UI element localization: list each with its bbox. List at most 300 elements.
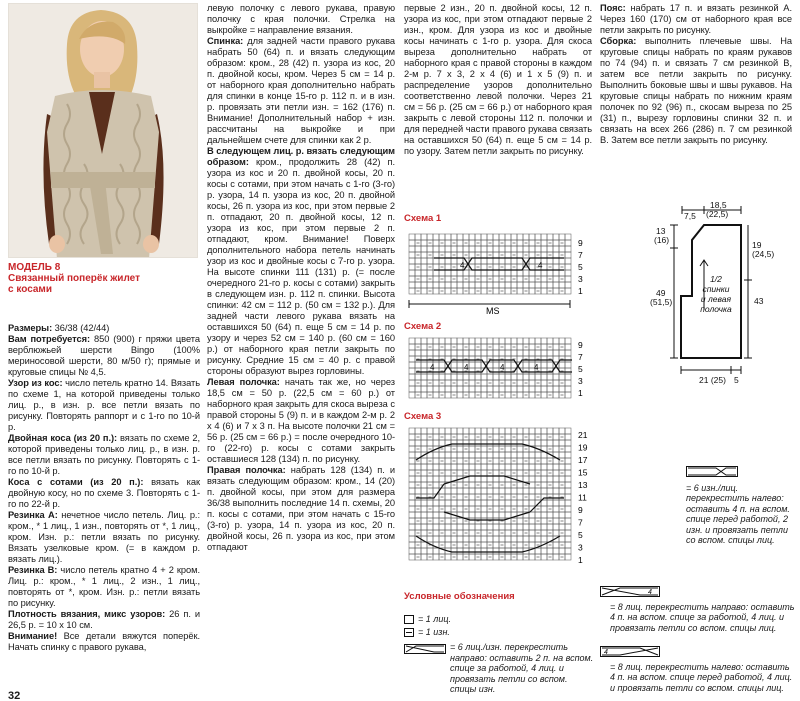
chart-grid-cell <box>409 356 415 362</box>
chart-grid-cell <box>523 500 529 506</box>
chart-grid-cell <box>523 452 529 458</box>
row-number: 5 <box>578 530 583 540</box>
chart-grid-cell <box>493 524 499 530</box>
chart-grid-cell <box>457 548 463 554</box>
chart-grid-cell <box>505 548 511 554</box>
chart-grid-cell <box>463 270 469 276</box>
chart-grid-cell <box>499 536 505 542</box>
chart-grid-cell <box>493 350 499 356</box>
chart-grid-cell <box>427 270 433 276</box>
chart-grid-cell <box>541 392 547 398</box>
chart-grid-cell <box>535 500 541 506</box>
dim-left-1b: (16) <box>654 235 670 245</box>
chart-grid-cell <box>427 350 433 356</box>
paragraph-heading: Коса с сотами (из 20 п.): <box>8 477 152 487</box>
chart-grid-cell <box>433 374 439 380</box>
chart-grid-cell <box>523 282 529 288</box>
chart-grid-cell <box>463 282 469 288</box>
chart-grid-cell <box>457 464 463 470</box>
legend-c6l <box>686 466 796 546</box>
chart-grid-cell <box>493 368 499 374</box>
chart-grid-cell <box>505 524 511 530</box>
chart-grid-cell <box>541 506 547 512</box>
row-number: 1 <box>578 555 583 565</box>
chart-grid-cell <box>409 374 415 380</box>
chart-grid-cell <box>469 288 475 294</box>
chart-grid-cell <box>499 350 505 356</box>
chart-grid-cell <box>427 440 433 446</box>
chart-grid-cell <box>415 246 421 252</box>
chart-grid-cell <box>511 452 517 458</box>
paragraph-body: для задней части правого рукава набрать 50 (64) п. и вязать следующим образом: кром., 28 (42) п. узора из кос, 20 п. двойной косы, кром. Через 5 см = 14 р. от наборного края дополнительно набрать для спинки в конце 15-го р. 112 п. и в изн. р. провязать эти петли изн. = 162 (176) п. Внимание! Дополнительный набор + изн. рассчитаны на выкройке и при дальнейшем счете для спинки как 2 р. <box>207 36 395 145</box>
chart-grid-cell <box>439 524 445 530</box>
chart-grid-cell <box>481 258 487 264</box>
chart-grid-cell <box>517 288 523 294</box>
chart-grid-cell <box>529 234 535 240</box>
chart-grid-cell <box>535 440 541 446</box>
chart-grid-cell <box>529 276 535 282</box>
chart-grid-cell <box>475 234 481 240</box>
chart-grid-cell <box>505 338 511 344</box>
chart-grid-cell <box>439 536 445 542</box>
chart-grid-cell <box>421 506 427 512</box>
chart-grid-cell <box>511 350 517 356</box>
chart-grid-cell <box>505 276 511 282</box>
schema-2-chart <box>404 334 594 404</box>
chart-grid-cell <box>445 234 451 240</box>
chart-grid-cell <box>535 386 541 392</box>
chart-grid-cell <box>409 368 415 374</box>
chart-grid-cell <box>565 524 571 530</box>
chart-grid-cell <box>439 440 445 446</box>
chart-grid-cell <box>547 500 553 506</box>
chart-grid-cell <box>541 350 547 356</box>
svg-text:4: 4 <box>604 649 608 656</box>
chart-grid-cell <box>541 476 547 482</box>
chart-grid-cell <box>541 374 547 380</box>
chart-grid-cell <box>565 512 571 518</box>
chart-grid-cell <box>481 252 487 258</box>
chart-grid-cell <box>523 386 529 392</box>
chart-grid-cell <box>499 524 505 530</box>
legend-p1 <box>404 627 594 638</box>
dim-top-b: 18,5 <box>710 200 727 210</box>
chart-grid-cell <box>559 350 565 356</box>
chart-grid-cell <box>481 476 487 482</box>
chart-grid-cell <box>421 470 427 476</box>
chart-grid-cell <box>547 512 553 518</box>
chart-grid-cell <box>433 512 439 518</box>
chart-grid-cell <box>421 264 427 270</box>
chart-grid-cell <box>481 240 487 246</box>
chart-grid-cell <box>511 234 517 240</box>
chart-grid-cell <box>505 494 511 500</box>
chart-grid-cell <box>541 386 547 392</box>
chart-grid-cell <box>421 524 427 530</box>
chart-grid-cell <box>457 488 463 494</box>
chart-grid-cell <box>529 494 535 500</box>
chart-grid-cell <box>475 488 481 494</box>
paragraph-body: кром., продолжить 28 (42) п. узора из кос и 20 п. двойной косы, 20 п. косы с сотами, при этом начать с 1-го (3-го) р. узора, 14 п. узора из кос, 20 п. двойной косы, 26 п. узора из кос, при этом первые 2 п. отпадают, 20 п. двойной косы, 12 п. узора из кос, при этом первые 2 п. отпадают, кром. Внимание! Поверх дополнительного набора петель начинать узор из кос и двойные косы с 7-го р. узора. На высоте спинки 111 (131) р. (= после очередного 21-го р. косы с сотами) закрыть в следующем изн. р. 112 п. спинки. Высота спинки: 42 см = 112 р. (50 см = 132 р.). Для задней части левого рукава вязать на оставшихся 50 (64) п. еще 5 см = 14 р. по узору и через 52 см = 140 р. (60 см = 160 р.) от наборного края петли закрыть по рисунку. Средние 15 см = 40 р. с правой стороны образуют вырез горловины. <box>207 157 396 376</box>
chart-grid-cell <box>475 524 481 530</box>
chart-grid-cell <box>493 482 499 488</box>
paragraph-body: набрать 128 (134) п. и вязать следующим образом: кром., 14 (20) п. двойной косы, при этом для размера 36/38 выполнить последние 14 п. схемы, 20 п. косы с сотами, при этом начать с 15-го (3-го) р. узора, 14 п. узора из кос, 20 п. двойной косы, 26 п. узора из кос, при этом отпадают <box>207 465 395 552</box>
legend-p1-text: = 1 изн. <box>418 627 450 638</box>
chart-grid-cell <box>409 506 415 512</box>
chart-grid-cell <box>541 440 547 446</box>
row-number: 19 <box>578 442 588 453</box>
pattern-label-2: спинки <box>702 284 730 294</box>
chart-grid-cell <box>517 246 523 252</box>
chart-grid-cell <box>469 506 475 512</box>
chart-grid-cell <box>541 494 547 500</box>
chart-grid-cell <box>445 554 451 560</box>
c8r-symbol-icon <box>600 586 660 598</box>
chart-grid-cell <box>499 258 505 264</box>
chart-grid-cell <box>493 446 499 452</box>
chart-grid-cell <box>511 428 517 434</box>
schema-1-cross-b: 4 <box>538 261 543 270</box>
chart-grid-cell <box>559 500 565 506</box>
chart-grid-cell <box>529 554 535 560</box>
row-number: 5 <box>578 364 583 374</box>
chart-grid-cell <box>409 488 415 494</box>
chart-grid-cell <box>565 338 571 344</box>
chart-grid-cell <box>565 464 571 470</box>
chart-grid-cell <box>553 288 559 294</box>
chart-grid-cell <box>433 270 439 276</box>
chart-grid-cell <box>553 476 559 482</box>
chart-grid-cell <box>481 338 487 344</box>
chart-grid-cell <box>493 356 499 362</box>
chart-grid-cell <box>499 270 505 276</box>
row-number: 7 <box>578 517 583 528</box>
model-subtitle-2: с косами <box>8 284 52 295</box>
paragraph-heading: Левая полочка: <box>207 377 285 387</box>
chart-grid-cell <box>517 428 523 434</box>
chart-grid-cell <box>439 500 445 506</box>
chart-grid-cell <box>487 452 493 458</box>
col1-paragraph <box>8 477 200 510</box>
chart-grid-cell <box>493 380 499 386</box>
chart-grid-cell <box>445 446 451 452</box>
chart-grid-cell <box>457 386 463 392</box>
col1-paragraph <box>8 565 200 609</box>
chart-grid-cell <box>565 252 571 258</box>
chart-grid-cell <box>517 446 523 452</box>
chart-grid-cell <box>553 506 559 512</box>
chart-grid-cell <box>409 446 415 452</box>
chart-grid-cell <box>475 440 481 446</box>
chart-grid-cell <box>547 464 553 470</box>
paragraph-body: число петель кратно 4 + 2 кром. Лиц. р.: кром., * 1 лиц., 2 изн., 1 лиц., повторять от *, кром. Изн. р.: петли вязать по рисунку. <box>8 565 201 608</box>
chart-grid-cell <box>529 536 535 542</box>
schema-2-cross-c: 4 <box>500 363 505 372</box>
chart-grid-cell <box>565 470 571 476</box>
chart-grid-cell <box>547 524 553 530</box>
chart-grid-cell <box>439 282 445 288</box>
chart-grid-cell <box>409 234 415 240</box>
paragraph-heading: Резинка В: <box>8 565 61 575</box>
chart-grid-cell <box>469 380 475 386</box>
chart-grid-cell <box>481 530 487 536</box>
chart-grid-cell <box>409 350 415 356</box>
chart-grid-cell <box>553 464 559 470</box>
chart-grid-cell <box>523 338 529 344</box>
chart-grid-cell <box>439 234 445 240</box>
column-3-text <box>404 3 592 157</box>
chart-grid-cell <box>493 512 499 518</box>
chart-grid-cell <box>463 536 469 542</box>
chart-grid-cell <box>523 476 529 482</box>
col2-paragraph <box>207 36 395 146</box>
legend-k1 <box>404 614 594 625</box>
chart-grid-cell <box>421 428 427 434</box>
paragraph-body: вязать как двойную косу, но по схеме 3. Повторять с 1-го по 22-й р. <box>8 477 201 509</box>
chart-grid-cell <box>535 350 541 356</box>
chart-grid-cell <box>475 386 481 392</box>
chart-grid-cell <box>487 476 493 482</box>
chart-grid-cell <box>409 252 415 258</box>
chart-grid-cell <box>475 258 481 264</box>
chart-grid-cell <box>505 458 511 464</box>
chart-grid-cell <box>541 246 547 252</box>
chart-grid-cell <box>541 488 547 494</box>
chart-grid-cell <box>553 554 559 560</box>
chart-grid-cell <box>547 246 553 252</box>
chart-grid-cell <box>553 428 559 434</box>
chart-grid-cell <box>499 386 505 392</box>
legend-c8l <box>600 646 796 693</box>
chart-grid-cell <box>445 356 451 362</box>
chart-grid-cell <box>409 282 415 288</box>
chart-grid-cell <box>529 518 535 524</box>
chart-grid-cell <box>475 246 481 252</box>
chart-grid-cell <box>523 234 529 240</box>
chart-grid-cell <box>445 392 451 398</box>
chart-grid-cell <box>451 452 457 458</box>
chart-grid-cell <box>469 428 475 434</box>
pattern-diagram <box>604 200 794 390</box>
chart-grid-cell <box>493 494 499 500</box>
chart-grid-cell <box>457 270 463 276</box>
chart-grid-cell <box>415 500 421 506</box>
chart-grid-cell <box>565 482 571 488</box>
chart-grid-cell <box>469 374 475 380</box>
chart-grid-cell <box>523 536 529 542</box>
chart-grid-cell <box>427 428 433 434</box>
chart-grid-cell <box>433 338 439 344</box>
chart-grid-cell <box>445 350 451 356</box>
chart-grid-cell <box>523 350 529 356</box>
row-number: 13 <box>578 480 588 490</box>
chart-grid-cell <box>439 350 445 356</box>
chart-grid-cell <box>421 386 427 392</box>
chart-grid-cell <box>457 494 463 500</box>
chart-grid-cell <box>415 350 421 356</box>
chart-grid-cell <box>511 338 517 344</box>
chart-grid-cell <box>469 240 475 246</box>
chart-grid-cell <box>409 524 415 530</box>
chart-grid-cell <box>421 488 427 494</box>
chart-grid-cell <box>505 356 511 362</box>
chart-grid-cell <box>421 380 427 386</box>
chart-grid-cell <box>547 270 553 276</box>
chart-grid-cell <box>457 482 463 488</box>
legend-c6-text: = 6 лиц./изн. перекрестить направо: оставить 2 п. на вспом. спице за работой, 4 лиц. и провязать петли со вспом. спицы изн. <box>450 642 594 694</box>
chart-grid-cell <box>559 234 565 240</box>
chart-grid-cell <box>457 500 463 506</box>
chart-grid-cell <box>427 234 433 240</box>
chart-grid-cell <box>565 548 571 554</box>
chart-grid-cell <box>481 470 487 476</box>
chart-grid-cell <box>493 506 499 512</box>
chart-grid-cell <box>517 536 523 542</box>
chart-grid-cell <box>553 482 559 488</box>
chart-grid-cell <box>445 536 451 542</box>
chart-grid-cell <box>517 240 523 246</box>
chart-grid-cell <box>547 350 553 356</box>
chart-grid-cell <box>409 494 415 500</box>
chart-grid-cell <box>529 344 535 350</box>
chart-grid-cell <box>421 246 427 252</box>
chart-grid-cell <box>517 386 523 392</box>
chart-grid-cell <box>415 386 421 392</box>
chart-grid-cell <box>481 500 487 506</box>
chart-grid-cell <box>421 368 427 374</box>
chart-grid-cell <box>487 512 493 518</box>
chart-grid-cell <box>517 470 523 476</box>
chart-grid-cell <box>415 440 421 446</box>
chart-grid-cell <box>541 482 547 488</box>
chart-grid-cell <box>529 458 535 464</box>
chart-grid-cell <box>523 464 529 470</box>
chart-grid-cell <box>529 506 535 512</box>
chart-grid-cell <box>499 440 505 446</box>
chart-grid-cell <box>451 374 457 380</box>
chart-grid-cell <box>469 548 475 554</box>
row-number: 1 <box>578 286 583 296</box>
chart-grid-cell <box>493 240 499 246</box>
chart-grid-cell <box>511 386 517 392</box>
chart-grid-cell <box>559 536 565 542</box>
chart-grid-cell <box>505 488 511 494</box>
chart-grid-cell <box>517 356 523 362</box>
chart-grid-cell <box>451 428 457 434</box>
chart-grid-cell <box>469 542 475 548</box>
chart-grid-cell <box>421 392 427 398</box>
chart-grid-cell <box>511 282 517 288</box>
chart-grid-cell <box>433 258 439 264</box>
chart-grid-cell <box>421 458 427 464</box>
chart-grid-cell <box>427 246 433 252</box>
chart-grid-cell <box>433 276 439 282</box>
chart-grid-cell <box>517 344 523 350</box>
chart-grid-cell <box>421 240 427 246</box>
chart-grid-cell <box>481 554 487 560</box>
chart-grid-cell <box>421 350 427 356</box>
chart-grid-cell <box>493 452 499 458</box>
col2-paragraph <box>207 377 395 465</box>
chart-grid-cell <box>421 374 427 380</box>
chart-grid-cell <box>433 548 439 554</box>
legend-block <box>404 614 594 695</box>
chart-grid-cell <box>505 392 511 398</box>
chart-grid-cell <box>559 476 565 482</box>
chart-grid-cell <box>499 476 505 482</box>
chart-grid-cell <box>517 380 523 386</box>
chart-grid-cell <box>451 500 457 506</box>
legend-c6 <box>404 642 594 695</box>
chart-grid-cell <box>565 428 571 434</box>
chart-grid-cell <box>421 512 427 518</box>
chart-grid-cell <box>445 542 451 548</box>
chart-grid-cell <box>529 476 535 482</box>
col2-paragraph <box>207 146 395 377</box>
chart-grid-cell <box>481 234 487 240</box>
chart-grid-cell <box>409 530 415 536</box>
chart-grid-cell <box>529 380 535 386</box>
row-number: 9 <box>578 340 583 350</box>
col4-paragraph <box>600 36 792 146</box>
schema-1-chart <box>404 226 594 316</box>
chart-grid-cell <box>529 470 535 476</box>
chart-grid-cell <box>469 282 475 288</box>
chart-grid-cell <box>505 470 511 476</box>
model-photo <box>8 3 198 258</box>
chart-grid-cell <box>493 246 499 252</box>
chart-grid-cell <box>445 494 451 500</box>
chart-grid-cell <box>529 512 535 518</box>
chart-grid-cell <box>493 464 499 470</box>
chart-grid-cell <box>415 374 421 380</box>
chart-grid-cell <box>481 458 487 464</box>
chart-grid-cell <box>553 530 559 536</box>
dim-right-1b: (24,5) <box>752 249 775 259</box>
chart-grid-cell <box>553 494 559 500</box>
chart-grid-cell <box>505 350 511 356</box>
chart-grid-cell <box>487 350 493 356</box>
chart-grid-cell <box>445 434 451 440</box>
chart-grid-cell <box>433 380 439 386</box>
chart-grid-cell <box>457 452 463 458</box>
legend-title: Условные обозначения <box>404 591 515 602</box>
chart-grid-cell <box>553 518 559 524</box>
chart-grid-cell <box>481 264 487 270</box>
chart-grid-cell <box>409 470 415 476</box>
chart-grid-cell <box>469 392 475 398</box>
chart-grid-cell <box>433 392 439 398</box>
chart-grid-cell <box>463 386 469 392</box>
chart-grid-cell <box>553 548 559 554</box>
row-number: 5 <box>578 262 583 272</box>
chart-grid-cell <box>421 234 427 240</box>
chart-grid-cell <box>421 530 427 536</box>
chart-grid-cell <box>535 548 541 554</box>
chart-grid-cell <box>565 476 571 482</box>
chart-grid-cell <box>481 464 487 470</box>
chart-grid-cell <box>565 264 571 270</box>
chart-grid-cell <box>535 488 541 494</box>
chart-grid-cell <box>553 470 559 476</box>
chart-grid-cell <box>415 338 421 344</box>
chart-grid-cell <box>487 548 493 554</box>
paragraph-body: набрать 17 п. и вязать резинкой А. Через 160 (170) см от наборного края все петли закрыть по рисунку. <box>600 3 792 35</box>
chart-grid-cell <box>481 536 487 542</box>
chart-grid-cell <box>553 276 559 282</box>
chart-grid-cell <box>433 536 439 542</box>
chart-grid-cell <box>433 440 439 446</box>
